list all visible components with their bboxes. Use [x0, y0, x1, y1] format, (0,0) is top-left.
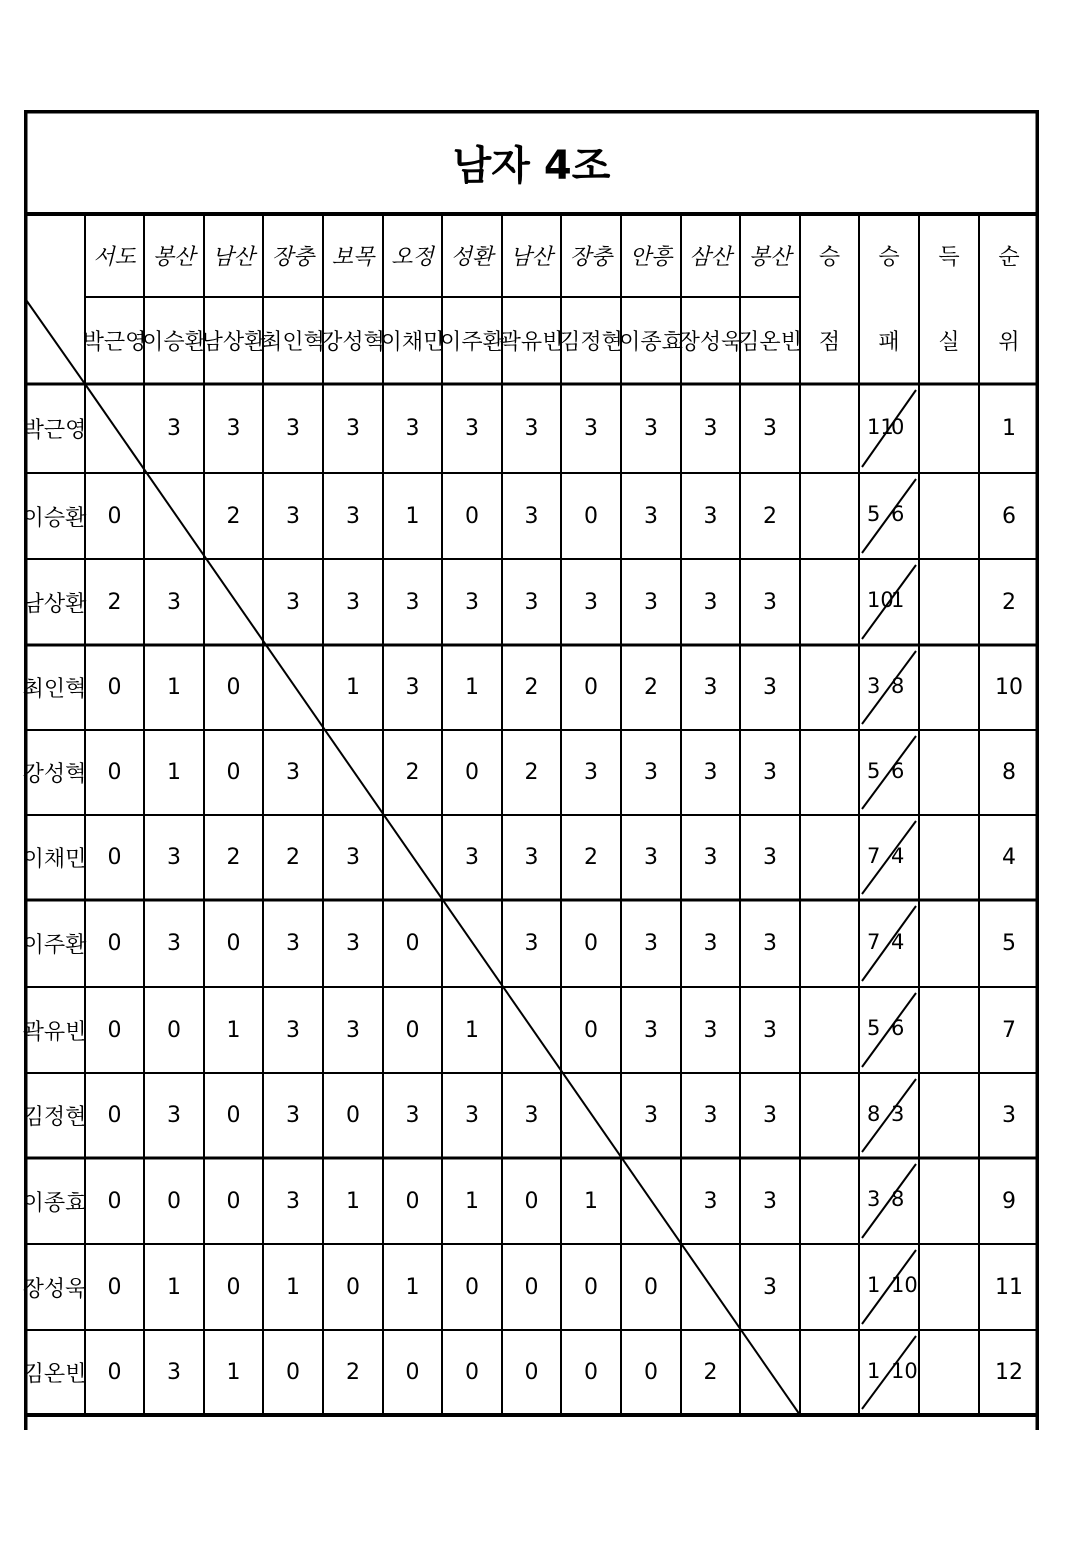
rank-cell: 7 — [1002, 1017, 1016, 1043]
score-cell: 2 — [524, 675, 539, 700]
player-header: 이승환 — [142, 330, 206, 355]
wins-value: 7 — [867, 929, 881, 954]
player-header: 최인혁 — [261, 330, 325, 355]
rank-cell: 4 — [1002, 845, 1016, 870]
score-cell: 3 — [167, 589, 181, 615]
stat-header-top: 득 — [938, 245, 960, 270]
stat-header-top: 승 — [818, 245, 841, 270]
losses-value: 4 — [891, 843, 905, 868]
losses-value: 6 — [891, 502, 905, 526]
score-cell: 3 — [346, 503, 360, 529]
rank-cell: 12 — [995, 1360, 1023, 1385]
score-cell: 3 — [703, 503, 718, 529]
losses-value: 6 — [891, 758, 905, 783]
score-cell: 3 — [524, 503, 539, 529]
score-cell: 0 — [107, 760, 122, 785]
row-player-name: 최인혁 — [22, 677, 87, 702]
score-cell: 3 — [167, 931, 181, 956]
score-cell: 3 — [763, 1274, 777, 1300]
score-cell: 0 — [584, 931, 598, 956]
school-header: 남산 — [510, 245, 553, 270]
rank-cell: 3 — [1002, 1103, 1016, 1128]
losses-value: 10 — [891, 1358, 918, 1383]
rank-cell: 6 — [1002, 503, 1016, 529]
score-cell: 0 — [107, 1017, 122, 1043]
wins-value: 5 — [867, 1016, 881, 1040]
score-cell: 3 — [763, 589, 777, 615]
score-cell: 3 — [763, 1103, 777, 1128]
wins-value: 3 — [867, 1187, 881, 1211]
score-cell: 3 — [167, 1103, 181, 1128]
score-cell: 0 — [107, 1274, 122, 1300]
score-cell: 3 — [405, 1103, 420, 1128]
row-player-name: 김온빈 — [22, 1362, 87, 1387]
score-cell: 1 — [405, 1274, 420, 1300]
wins-value: 8 — [867, 1101, 881, 1126]
row-player-name: 이승환 — [22, 505, 87, 531]
score-cell: 3 — [644, 1017, 658, 1043]
page-title: 남자 4조 — [452, 142, 611, 189]
score-cell: 0 — [524, 1188, 539, 1214]
score-cell: 3 — [584, 416, 598, 441]
score-cell: 1 — [465, 675, 479, 700]
school-header: 성환 — [450, 245, 494, 270]
score-cell: 0 — [107, 1103, 122, 1128]
score-cell: 3 — [763, 1188, 777, 1214]
score-cell: 3 — [465, 589, 479, 615]
score-cell: 3 — [346, 589, 360, 615]
stat-header-bottom: 실 — [938, 330, 960, 355]
score-cell: 1 — [226, 1360, 241, 1385]
score-cell: 0 — [226, 1103, 241, 1128]
score-cell: 0 — [226, 1188, 241, 1214]
win-loss-slash — [862, 993, 916, 1067]
win-loss-slash — [862, 906, 916, 981]
score-cell: 2 — [584, 845, 598, 870]
score-cell: 3 — [405, 675, 420, 700]
score-cell: 3 — [703, 760, 718, 785]
grid-lines — [24, 110, 1039, 1430]
score-cell: 3 — [524, 589, 539, 615]
score-cell: 0 — [465, 1360, 479, 1385]
score-cell: 3 — [644, 1103, 658, 1128]
score-cell: 2 — [763, 503, 777, 529]
score-cell: 0 — [226, 1274, 241, 1300]
score-cell: 0 — [286, 1360, 300, 1385]
score-cell: 0 — [584, 1360, 598, 1385]
school-header: 봉산 — [748, 245, 792, 270]
score-cell: 3 — [346, 845, 360, 870]
wins-value: 5 — [867, 758, 881, 783]
score-cell: 3 — [524, 1103, 539, 1128]
score-cell: 1 — [167, 675, 181, 700]
score-cell: 2 — [107, 589, 122, 615]
score-cell: 0 — [465, 760, 479, 785]
score-cell: 0 — [405, 1360, 420, 1385]
score-cell: 3 — [763, 1017, 777, 1043]
win-loss-slash — [862, 821, 916, 894]
losses-value: 6 — [891, 1016, 905, 1040]
score-cell: 0 — [644, 1360, 658, 1385]
score-cell: 1 — [346, 675, 360, 700]
score-cell: 2 — [524, 760, 539, 785]
score-cell: 3 — [703, 589, 718, 615]
stat-header-bottom: 점 — [818, 330, 841, 355]
rank-cell: 1 — [1002, 416, 1016, 441]
school-header: 장충 — [569, 245, 613, 270]
score-cell: 0 — [107, 1360, 122, 1385]
school-header: 남산 — [212, 245, 255, 270]
score-cell: 3 — [167, 1360, 181, 1385]
score-cell: 0 — [584, 1017, 598, 1043]
win-loss-slash — [862, 1164, 916, 1238]
score-cell: 0 — [107, 845, 122, 870]
row-player-name: 이주환 — [22, 933, 87, 958]
score-cell: 3 — [703, 1017, 718, 1043]
rank-cell: 5 — [1002, 931, 1016, 956]
score-cell: 0 — [405, 931, 420, 956]
row-player-name: 박근영 — [22, 418, 87, 443]
score-cell: 3 — [644, 845, 658, 870]
score-cell: 3 — [286, 416, 300, 441]
score-cell: 3 — [763, 760, 777, 785]
wins-value: 3 — [867, 673, 881, 698]
score-cell: 3 — [644, 503, 658, 529]
score-cell: 3 — [286, 760, 300, 785]
score-cell: 2 — [644, 675, 658, 700]
score-cell: 0 — [465, 503, 479, 529]
row-player-name: 이종효 — [22, 1190, 87, 1216]
player-header: 박근영 — [82, 330, 147, 355]
score-cell: 3 — [644, 416, 658, 441]
wins-value: 7 — [867, 843, 881, 868]
score-cell: 3 — [286, 1188, 300, 1214]
score-cell: 3 — [346, 931, 360, 956]
losses-value: 8 — [891, 1187, 905, 1211]
score-cell: 0 — [584, 675, 598, 700]
rank-cell: 8 — [1002, 760, 1016, 785]
score-cell: 3 — [584, 589, 598, 615]
school-header: 봉산 — [152, 245, 196, 270]
score-cell: 0 — [524, 1360, 539, 1385]
score-cell: 1 — [405, 503, 420, 529]
score-cell: 3 — [167, 416, 181, 441]
corner-diagonal — [24, 297, 85, 384]
rank-cell: 10 — [995, 675, 1023, 700]
score-cell: 3 — [286, 1103, 300, 1128]
win-loss-slash — [862, 651, 916, 724]
school-header: 안흥 — [629, 245, 673, 270]
school-header: 장충 — [271, 245, 315, 270]
score-cell: 3 — [286, 589, 300, 615]
score-cell: 3 — [226, 416, 241, 441]
player-header: 김온빈 — [738, 330, 802, 355]
score-cell: 3 — [465, 1103, 479, 1128]
score-cell: 3 — [703, 1188, 718, 1214]
score-cell: 2 — [346, 1360, 360, 1385]
score-cell: 3 — [524, 931, 539, 956]
score-cell: 1 — [465, 1017, 479, 1043]
score-cell: 0 — [584, 1274, 598, 1300]
win-loss-slash — [862, 390, 916, 467]
score-cell: 1 — [465, 1188, 479, 1214]
wins-value: 1 — [867, 1273, 881, 1297]
rank-cell: 9 — [1002, 1188, 1016, 1214]
score-cell: 0 — [524, 1274, 539, 1300]
wins-value: 5 — [867, 502, 881, 526]
win-loss-slash — [862, 1079, 916, 1152]
score-cell: 1 — [584, 1188, 598, 1214]
score-cell: 3 — [644, 760, 658, 785]
stat-header-top: 승 — [878, 245, 900, 270]
player-header: 곽유빈 — [499, 330, 564, 355]
score-cell: 2 — [226, 845, 241, 870]
rank-cell: 2 — [1002, 589, 1016, 615]
score-cell: 3 — [524, 416, 539, 441]
win-loss-slash — [862, 565, 916, 639]
score-cell: 3 — [703, 931, 718, 956]
row-player-name: 장성욱 — [22, 1276, 87, 1302]
score-cell: 2 — [226, 503, 241, 529]
losses-value: 0 — [891, 414, 905, 439]
losses-value: 8 — [891, 673, 905, 698]
player-header: 이종효 — [619, 330, 683, 355]
score-cell: 3 — [644, 589, 658, 615]
player-header: 남상환 — [201, 330, 266, 355]
score-cell: 2 — [286, 845, 300, 870]
score-cell: 3 — [346, 1017, 360, 1043]
score-cell: 3 — [286, 1017, 300, 1043]
losses-value: 3 — [891, 1101, 905, 1126]
score-cell: 3 — [644, 931, 658, 956]
score-cell: 1 — [286, 1274, 300, 1300]
row-player-name: 곽유빈 — [22, 1019, 87, 1045]
score-cell: 3 — [703, 845, 718, 870]
round-robin-table — [24, 110, 1039, 1430]
score-cell: 3 — [405, 416, 420, 441]
row-player-name: 이채민 — [22, 847, 87, 872]
row-player-name: 남상환 — [22, 591, 87, 617]
wins-value: 11 — [867, 414, 894, 439]
score-cell: 3 — [763, 931, 777, 956]
score-cell: 3 — [763, 845, 777, 870]
score-cell: 1 — [346, 1188, 360, 1214]
score-cell: 3 — [703, 675, 718, 700]
score-cell: 3 — [465, 416, 479, 441]
score-cell: 3 — [703, 1103, 718, 1128]
player-header: 이주환 — [440, 330, 504, 355]
row-player-name: 강성혁 — [22, 762, 87, 787]
player-header: 이채민 — [380, 330, 445, 355]
score-cell: 0 — [167, 1188, 181, 1214]
rank-cell: 11 — [995, 1274, 1023, 1300]
player-header: 김정현 — [559, 330, 623, 355]
score-cell: 0 — [226, 760, 241, 785]
score-cell: 0 — [226, 675, 241, 700]
score-cell: 3 — [286, 503, 300, 529]
score-cell: 0 — [107, 931, 122, 956]
row-player-name: 김정현 — [22, 1105, 87, 1130]
score-cell: 1 — [226, 1017, 241, 1043]
score-cell: 3 — [584, 760, 598, 785]
losses-value: 1 — [891, 588, 905, 612]
score-cell: 0 — [584, 503, 598, 529]
score-cell: 3 — [524, 845, 539, 870]
score-cell: 0 — [107, 1188, 122, 1214]
stat-header-bottom: 위 — [998, 330, 1020, 355]
score-cell: 3 — [346, 416, 360, 441]
wins-value: 1 — [867, 1358, 881, 1383]
win-loss-slash — [862, 479, 916, 553]
score-cell: 3 — [703, 416, 718, 441]
win-loss-slash — [862, 1336, 916, 1409]
score-cell: 3 — [405, 589, 420, 615]
score-cell: 0 — [346, 1103, 360, 1128]
score-cell: 2 — [703, 1360, 718, 1385]
score-cell: 0 — [107, 675, 122, 700]
wins-value: 10 — [867, 588, 894, 612]
win-loss-slash — [862, 736, 916, 809]
score-cell: 0 — [346, 1274, 360, 1300]
score-cell: 1 — [167, 760, 181, 785]
score-cell: 3 — [167, 845, 181, 870]
school-header: 오정 — [391, 245, 434, 270]
score-cell: 0 — [644, 1274, 658, 1300]
score-cell: 3 — [763, 416, 777, 441]
losses-value: 10 — [891, 1273, 918, 1297]
score-cell: 0 — [226, 931, 241, 956]
score-cell: 0 — [405, 1188, 420, 1214]
score-cell: 3 — [286, 931, 300, 956]
stat-header-top: 순 — [998, 245, 1020, 270]
school-header: 보목 — [331, 245, 375, 270]
school-header: 서도 — [93, 245, 136, 270]
player-header: 장성욱 — [678, 330, 743, 355]
win-loss-slash — [862, 1250, 916, 1324]
score-cell: 0 — [107, 503, 122, 529]
stat-header-bottom: 패 — [878, 330, 900, 355]
score-cell: 0 — [465, 1274, 479, 1300]
score-cell: 3 — [763, 675, 777, 700]
score-cell: 1 — [167, 1274, 181, 1300]
player-header: 강성혁 — [321, 330, 385, 355]
score-cell: 2 — [405, 760, 420, 785]
school-header: 삼산 — [689, 245, 732, 270]
score-cell: 0 — [405, 1017, 420, 1043]
score-cell: 3 — [465, 845, 479, 870]
losses-value: 4 — [891, 929, 905, 954]
score-cell: 0 — [167, 1017, 181, 1043]
